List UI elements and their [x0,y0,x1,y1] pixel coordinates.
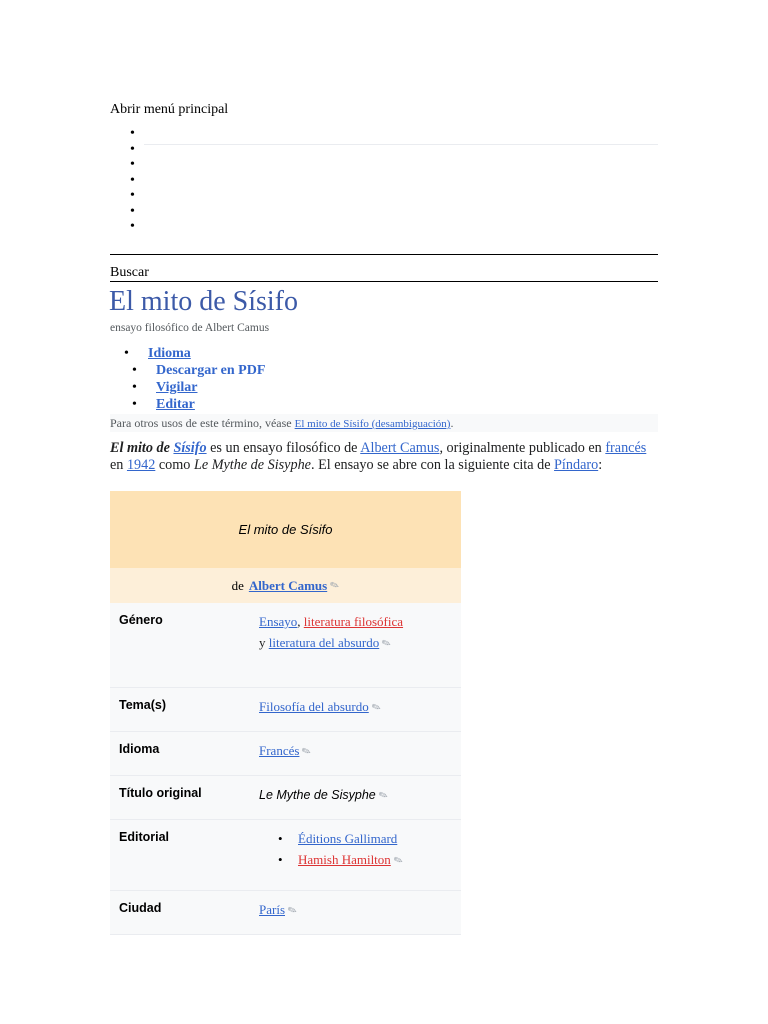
intro-text: como [155,457,194,473]
infobox-author [110,568,461,603]
gallimard-link[interactable]: Éditions Gallimard [298,831,398,846]
main-menu-item[interactable] [110,221,658,237]
infobox-author-prefix: de [231,577,244,593]
main-menu-item[interactable] [110,128,658,144]
intro-text: , originalmente publicado en [439,440,606,456]
main-menu-list [110,128,658,237]
frances-link[interactable]: francés [605,440,647,456]
infobox-label: Idioma [119,742,160,756]
filosofia-absurdo-link[interactable]: Filosofía del absurdo [259,699,369,714]
search-input[interactable] [110,281,658,282]
infobox-row-genre [110,603,461,688]
main-menu-toggle[interactable]: Abrir menú principal [110,102,229,117]
infobox-value [259,900,409,922]
main-menu-item[interactable] [110,159,658,175]
pencil-icon[interactable]: ✎ [286,903,299,919]
infobox-row-original-title [110,776,461,820]
publisher-list [278,829,458,871]
list-item [278,829,458,850]
pencil-icon[interactable]: ✎ [300,744,314,760]
disambiguation-link[interactable]: El mito de Sísifo (desambiguación) [294,418,451,430]
literatura-filosofica-link[interactable]: literatura filosófica [303,614,404,629]
original-title: Le Mythe de Sisyphe [193,457,311,473]
main-menu-item[interactable] [110,144,658,160]
hamish-hamilton-link[interactable]: Hamish Hamilton [298,851,391,867]
infobox-value [259,785,459,807]
intro-bold-title: El mito de [110,440,174,456]
infobox-label: Editorial [119,830,170,844]
frances-infobox-link[interactable]: Francés [259,743,300,758]
page-title: El mito de Sísifo [109,286,298,317]
infobox-value [259,612,409,654]
action-watch [110,380,265,397]
albert-camus-link[interactable]: Albert Camus [360,440,440,456]
main-menu-item[interactable] [110,175,658,191]
intro-text: en [110,457,127,473]
page-subtitle: ensayo filosófico de Albert Camus [110,322,270,334]
hatnote-text: Para otros usos de este término, véase [110,416,295,430]
infobox-value [278,829,458,871]
pencil-icon[interactable]: ✎ [369,700,383,716]
year-1942-link[interactable]: 1942 [126,457,156,473]
language-button[interactable]: Idioma [148,346,191,361]
separator: , [297,614,304,629]
infobox-value [259,741,409,763]
pencil-icon[interactable]: ✎ [380,636,394,651]
infobox-label: Título original [119,786,202,800]
infobox [110,491,461,935]
infobox-row-language [110,732,461,776]
article-intro [110,440,658,474]
download-pdf-button[interactable]: Descargar en PDF [156,363,266,378]
action-download [110,363,265,380]
separator: y [259,634,269,650]
sisifo-link[interactable]: Sísifo [173,440,207,456]
infobox-row-publisher [110,820,461,891]
watch-button[interactable]: Vigilar [156,380,198,395]
action-edit [110,397,265,414]
infobox-author-link[interactable]: Albert Camus [248,577,328,593]
infobox-row-theme [110,688,461,732]
page-actions [110,346,265,414]
search-label[interactable]: Buscar [110,265,149,280]
infobox-title: El mito de Sísifo [110,491,461,568]
hatnote-suffix: . [450,416,454,430]
intro-text: : [598,457,603,473]
original-title-value: Le Mythe de Sisyphe [259,788,376,802]
intro-text: . El ensayo se abre con la siguiente cita de [310,457,555,473]
ensayo-link[interactable]: Ensayo [259,614,298,629]
main-menu-item[interactable] [110,190,658,206]
infobox-value [259,697,459,719]
infobox-row-city [110,891,461,935]
pencil-icon[interactable]: ✎ [376,788,390,804]
pindaro-link[interactable]: Píndaro [554,457,599,473]
pencil-icon[interactable]: ✎ [391,853,405,868]
hatnote [110,414,658,432]
list-item [278,850,458,872]
literatura-absurdo-link[interactable]: literatura del absurdo [268,634,380,650]
action-language [110,346,265,363]
pencil-icon[interactable]: ✎ [328,578,342,594]
edit-button[interactable]: Editar [156,397,195,412]
infobox-label: Tema(s) [119,698,167,712]
infobox-label: Género [119,613,163,627]
divider [110,254,658,255]
infobox-label: Ciudad [119,901,162,915]
intro-text: es un ensayo filosófico de [206,440,361,456]
main-menu-item[interactable] [110,206,658,222]
paris-link[interactable]: París [259,902,285,917]
